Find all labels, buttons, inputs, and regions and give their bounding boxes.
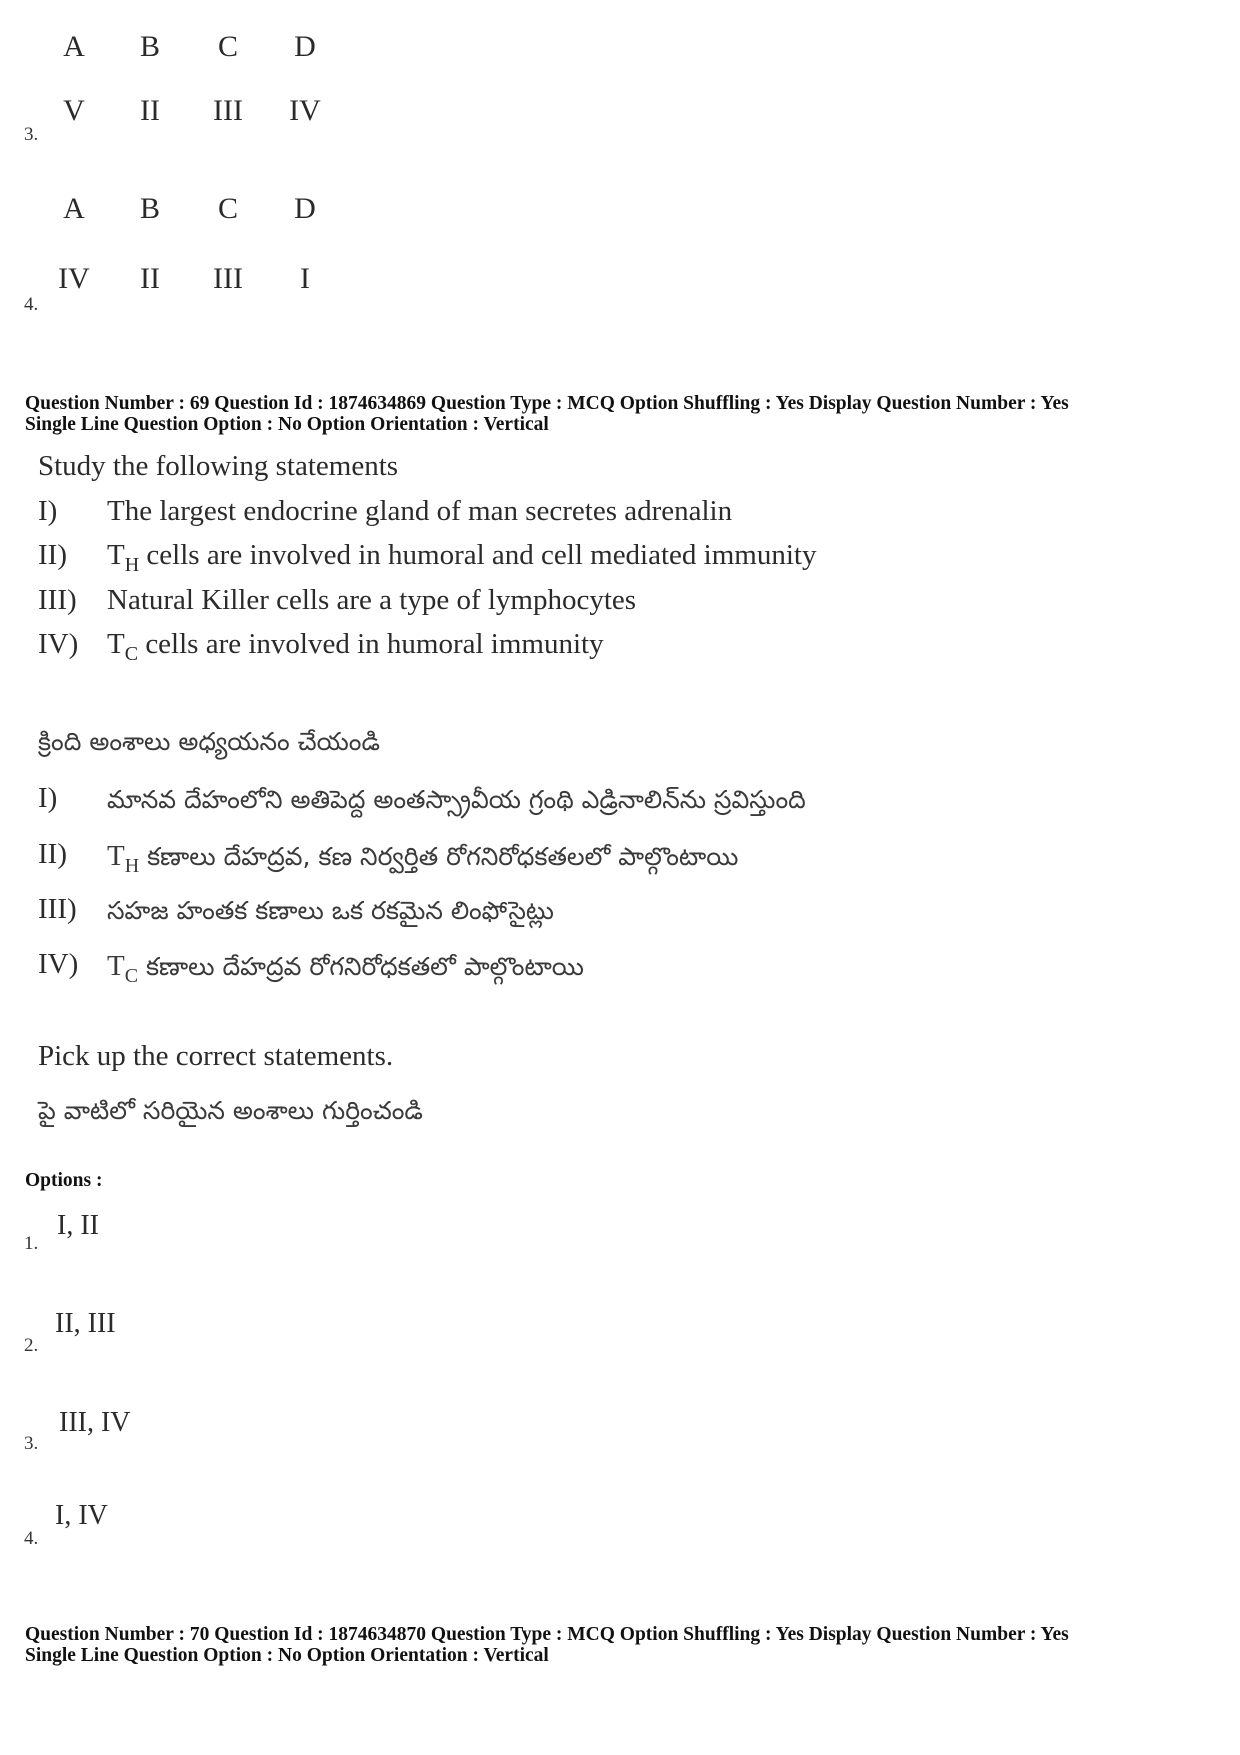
q70-meta-line-1: Question Number : 70 Question Id : 1874634870 Question Type : MCQ Option Shuffling : Yes Display Question Number : Yes	[25, 1624, 1069, 1645]
options-label: Options :	[25, 1170, 103, 1191]
q69-pick-te: పై వాటిలో సరియైన అంశాలు గుర్తించండి	[38, 1096, 423, 1125]
statement-te-2-roman: II)	[38, 838, 67, 870]
statement-te-1: మానవ దేహంలోని అతిపెద్ద అంతస్స్రావీయ గ్రంథి ఎడ్రినాలిన్‌ను స్రవిస్తుంది	[107, 785, 806, 814]
match-value-d: IV	[289, 94, 321, 127]
option-number: 3.	[24, 1433, 39, 1454]
statement-te-3-roman: III)	[38, 893, 77, 925]
statement-te-4: $T_C$ కణాలు దేహద్రవ రోగనిరోధకతలో పాల్గొంటాయి	[107, 950, 584, 987]
statement-te-3: సహజ హంతక కణాలు ఒక రకమైన లింఫోసైట్లు	[107, 896, 554, 925]
match-header-d: D	[294, 192, 316, 225]
match-header-c: C	[217, 30, 238, 63]
match-value-b: II	[140, 262, 160, 295]
match-header-c: C	[217, 192, 238, 225]
option-number: 1.	[24, 1233, 39, 1254]
match-header-d: D	[294, 30, 316, 63]
option-number: 4.	[24, 294, 39, 315]
option-number: 4.	[24, 1528, 39, 1549]
statement-en-2: $T_H$ cells are involved in humoral and cell mediated immunity	[107, 539, 817, 576]
statement-en-3: Natural Killer cells are a type of lymphocytes	[107, 584, 637, 616]
q69-meta-line-2: Single Line Question Option : No Option Orientation : Vertical	[25, 414, 549, 435]
statement-en-2-roman: II)	[38, 539, 67, 571]
match-header-a: A	[63, 192, 85, 225]
option-number: 3.	[24, 124, 39, 145]
q69-intro-en: Study the following statements	[38, 450, 399, 482]
match-header-b: B	[139, 30, 160, 63]
q70-meta-line-2: Single Line Question Option : No Option Orientation : Vertical	[25, 1645, 549, 1666]
statement-te-4-roman: IV)	[38, 948, 79, 980]
option-value: I, II	[57, 1210, 99, 1241]
match-header-a: A	[63, 30, 85, 63]
statement-en-1-roman: I)	[38, 495, 58, 527]
q69-meta-line-1: Question Number : 69 Question Id : 1874634869 Question Type : MCQ Option Shuffling : Yes Display Question Number : Yes	[25, 393, 1069, 414]
q69-intro-te: క్రింది అంశాలు అధ్యయనం చేయండి	[38, 727, 380, 756]
statement-te-2: $T_H$ కణాలు దేహద్రవ, కణ నిర్వర్తిత రోగనిరోధకతలలో పాల్గొంటాయి	[107, 840, 739, 877]
option-value: II, III	[55, 1308, 116, 1339]
match-value-a: IV	[58, 262, 90, 295]
match-value-b: II	[140, 94, 160, 127]
match-value-c: III	[213, 94, 243, 127]
statement-te-1-roman: I)	[38, 782, 58, 814]
statement-en-1: The largest endocrine gland of man secretes adrenalin	[107, 495, 733, 527]
statement-en-4-roman: IV)	[38, 628, 79, 660]
q69-pick-en: Pick up the correct statements.	[38, 1040, 394, 1072]
statement-en-3-roman: III)	[38, 584, 77, 616]
statement-en-4: $T_C$ cells are involved in humoral immunity	[107, 628, 604, 665]
option-number: 2.	[24, 1335, 39, 1356]
match-value-d: I	[300, 262, 310, 295]
option-value: III, IV	[59, 1407, 131, 1438]
match-value-c: III	[213, 262, 243, 295]
match-value-a: V	[63, 94, 85, 127]
option-value: I, IV	[55, 1500, 108, 1531]
match-header-b: B	[139, 192, 160, 225]
